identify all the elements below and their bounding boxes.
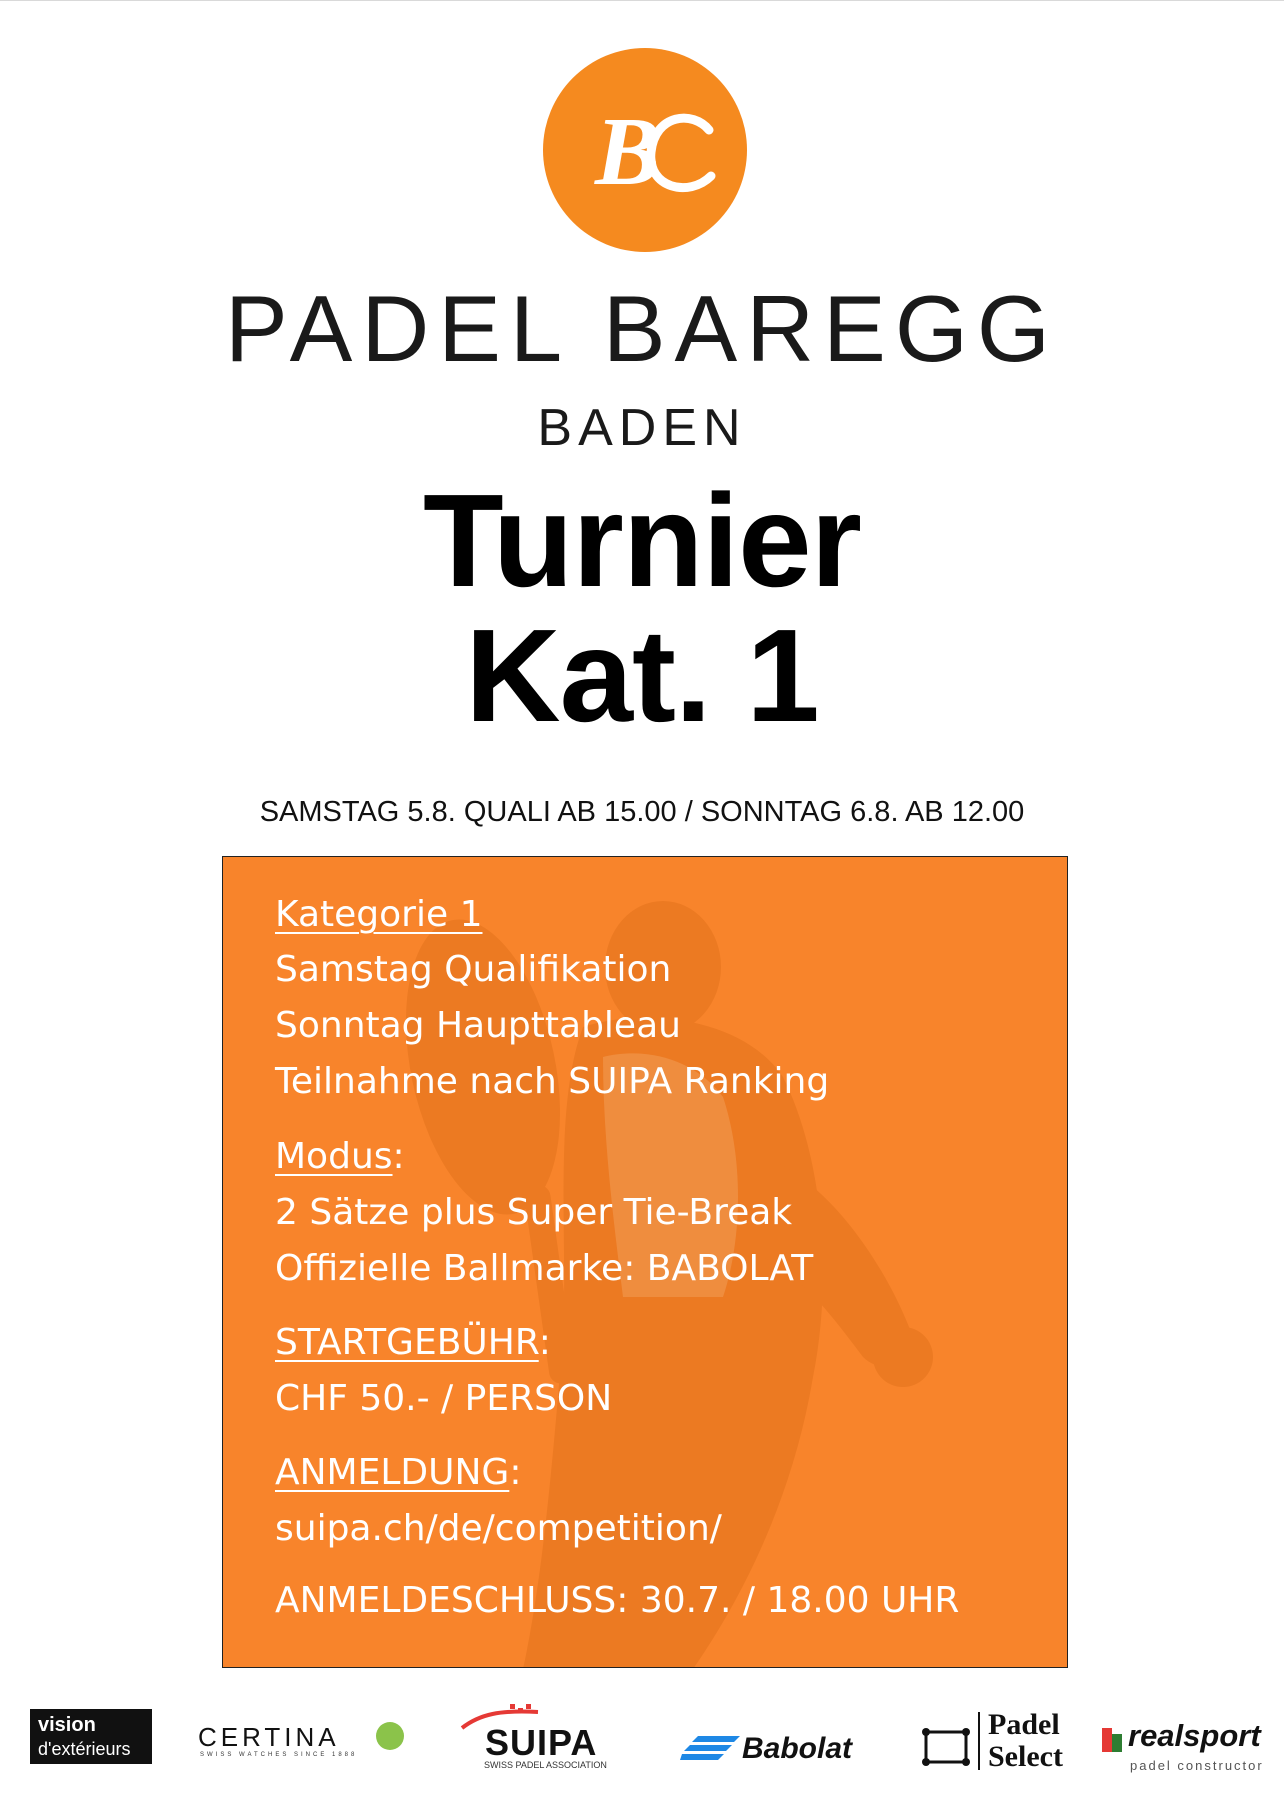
- fee-heading-line: [275, 1322, 551, 1363]
- fee-value: CHF 50.- / PERSON: [275, 1378, 613, 1419]
- category-line-3: Teilnahme nach SUIPA Ranking: [275, 1061, 830, 1102]
- registration-heading: ANMELDUNG: [275, 1452, 510, 1493]
- modus-colon: :: [392, 1136, 405, 1177]
- padel-select-line1: Padel: [988, 1708, 1060, 1741]
- padel-select-divider: [978, 1712, 980, 1770]
- bc-logo: [543, 48, 747, 252]
- svg-text:B: B: [595, 98, 661, 206]
- headline-tournament: Turnier: [423, 467, 861, 614]
- brand-name: PADEL BAREGG: [224, 276, 1060, 381]
- bc-monogram-icon: [543, 48, 747, 252]
- vision-exterieurs-logo: [30, 1709, 152, 1764]
- registration-heading-line: [275, 1452, 522, 1493]
- category-heading: Kategorie 1: [275, 894, 483, 935]
- fee-colon: :: [538, 1322, 551, 1363]
- babolat-stripes-icon: [680, 1734, 742, 1762]
- category-line-2: Sonntag Haupttableau: [275, 1005, 681, 1046]
- category-line-1: Samstag Qualifikation: [275, 949, 672, 990]
- sponsor-bar: [0, 1700, 1284, 1810]
- certina-tagline: SWISS WATCHES SINCE 1888: [200, 1752, 358, 1758]
- info-panel: [222, 856, 1068, 1668]
- modus-line-2: Offizielle Ballmarke: BABOLAT: [275, 1248, 814, 1289]
- registration-deadline: ANMELDESCHLUSS: 30.7. / 18.00 UHR: [275, 1580, 960, 1621]
- certina-logo: CERTINA: [198, 1722, 340, 1752]
- vision-logo-line2: d'extérieurs: [38, 1739, 131, 1759]
- vision-logo-line1: vision: [38, 1714, 96, 1736]
- padel-select-frame-icon: [922, 1728, 970, 1766]
- realsport-tagline: padel constructor: [1130, 1758, 1264, 1773]
- babolat-logo: Babolat: [742, 1732, 853, 1765]
- realsport-logo: realsport: [1128, 1718, 1261, 1753]
- registration-colon: :: [509, 1452, 522, 1493]
- modus-heading: Modus: [275, 1136, 393, 1177]
- top-border: [0, 0, 1284, 1]
- headline-category: Kat. 1: [465, 602, 819, 749]
- registration-url[interactable]: suipa.ch/de/competition/: [275, 1508, 722, 1549]
- fee-heading: STARTGEBÜHR: [275, 1322, 539, 1363]
- brand-city: BADEN: [537, 399, 747, 457]
- suipa-logo: SUIPA: [485, 1722, 598, 1763]
- realsport-mark-icon: [1100, 1724, 1126, 1756]
- event-dates: SAMSTAG 5.8. QUALI AB 15.00 / SONNTAG 6.8. AB 12.00: [259, 796, 1025, 828]
- suipa-tagline: SWISS PADEL ASSOCIATION: [484, 1760, 607, 1770]
- certina-turtle-icon: [376, 1722, 404, 1750]
- modus-line-1: 2 Sätze plus Super Tie-Break: [275, 1192, 793, 1233]
- modus-heading-line: [275, 1136, 405, 1177]
- padel-select-line2: Select: [988, 1740, 1063, 1773]
